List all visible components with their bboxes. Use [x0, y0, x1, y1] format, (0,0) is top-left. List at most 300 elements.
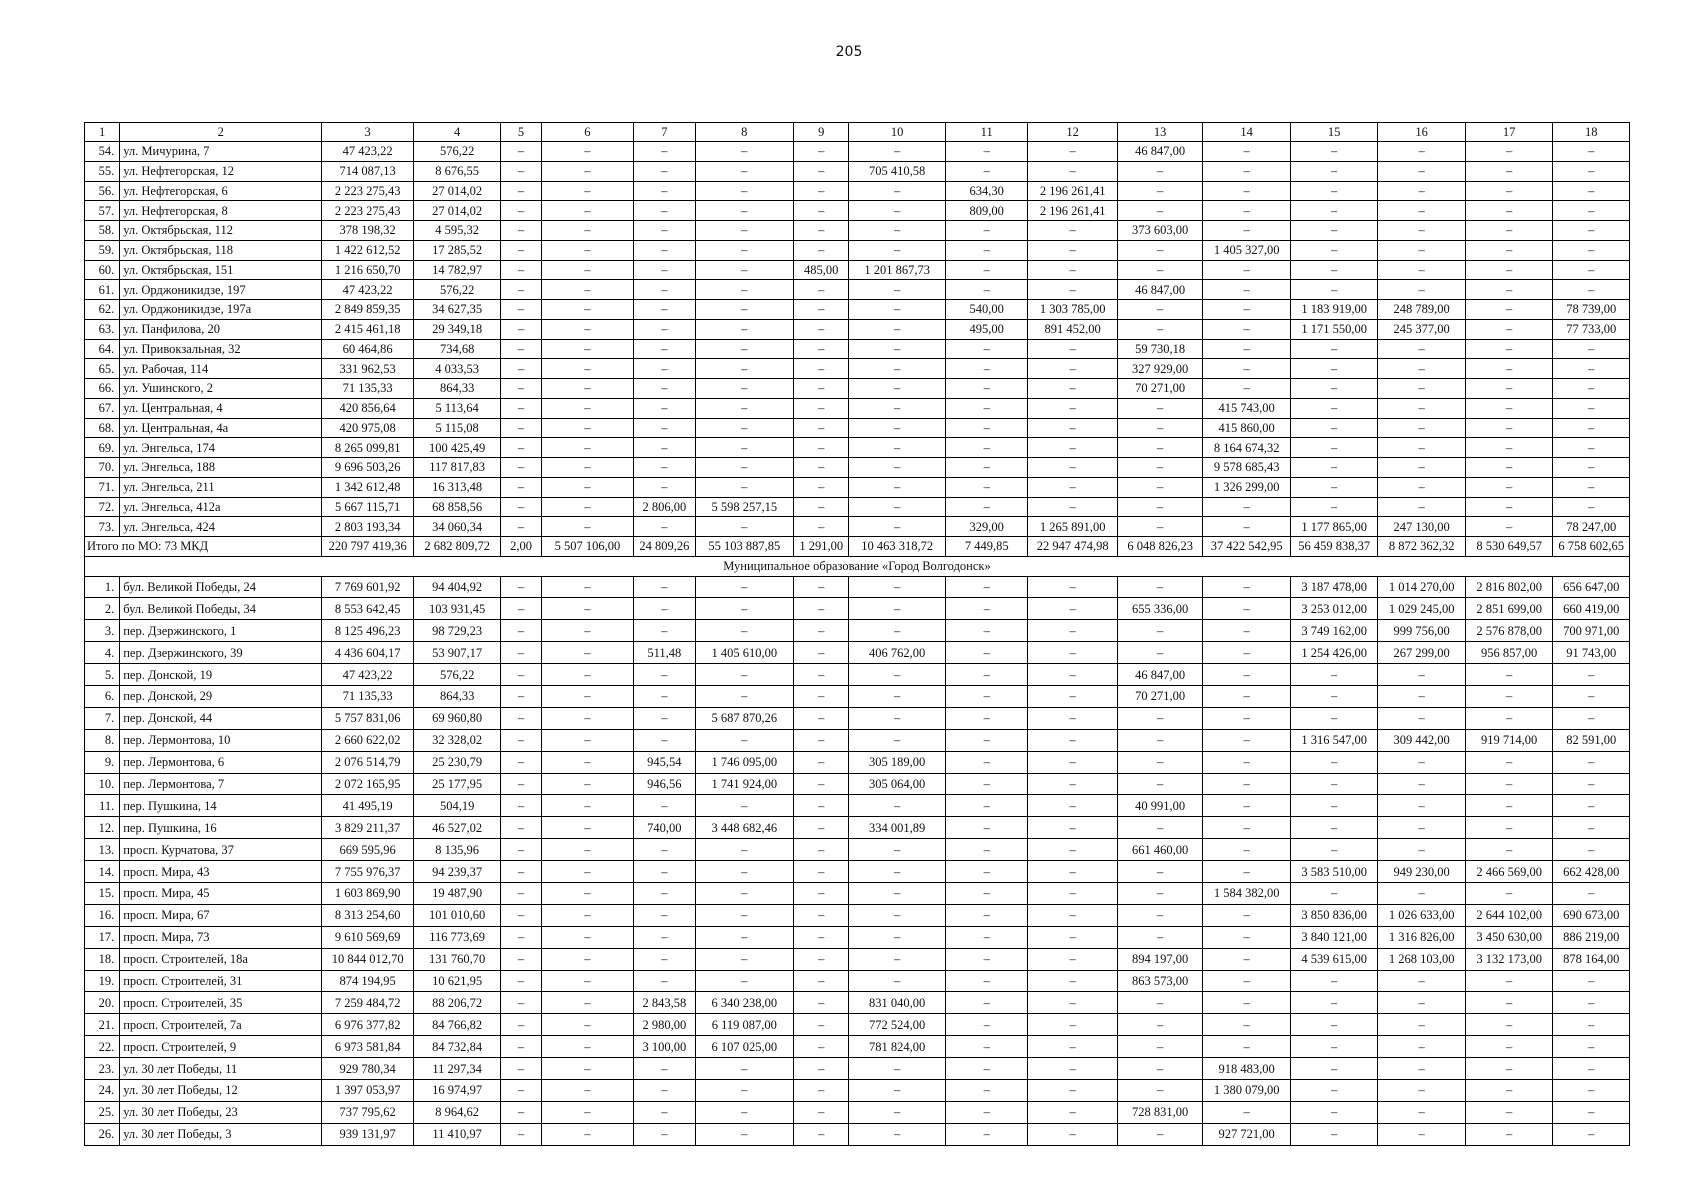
table-cell: 11 410,97: [413, 1123, 501, 1145]
table-cell: –: [501, 576, 541, 598]
table-cell: 809,00: [945, 201, 1027, 221]
row-number: 56.: [85, 181, 120, 201]
table-cell: –: [1290, 477, 1378, 497]
table-cell: 46 527,02: [413, 817, 501, 839]
table-cell: –: [1378, 1014, 1466, 1036]
table-cell: –: [695, 221, 794, 241]
table-cell: –: [849, 970, 946, 992]
table-cell: –: [1028, 729, 1118, 751]
table-cell: 8 265 099,81: [322, 438, 414, 458]
table-cell: 661 460,00: [1117, 839, 1202, 861]
table-cell: –: [541, 970, 634, 992]
table-cell: 8 135,96: [413, 839, 501, 861]
table-cell: –: [1290, 379, 1378, 399]
table-cell: –: [1290, 839, 1378, 861]
row-number: 5.: [85, 664, 120, 686]
table-cell: –: [945, 576, 1027, 598]
table-cell: –: [541, 260, 634, 280]
table-cell: –: [541, 398, 634, 418]
table-cell: –: [794, 620, 849, 642]
table-cell: –: [541, 379, 634, 399]
column-number: 10: [849, 123, 946, 142]
table-cell: –: [501, 970, 541, 992]
total-value: 6 048 826,23: [1117, 537, 1202, 557]
table-cell: –: [1028, 1123, 1118, 1145]
table-cell: 47 423,22: [322, 142, 414, 162]
table-cell: 94 239,37: [413, 861, 501, 883]
table-cell: 103 931,45: [413, 598, 501, 620]
address-cell: ул. 30 лет Победы, 3: [120, 1123, 322, 1145]
table-cell: –: [794, 161, 849, 181]
table-cell: –: [794, 339, 849, 359]
table-cell: –: [794, 221, 849, 241]
table-cell: –: [1290, 260, 1378, 280]
table-cell: –: [501, 642, 541, 664]
table-cell: –: [1553, 1058, 1630, 1080]
table-cell: –: [1290, 751, 1378, 773]
table-cell: –: [1117, 751, 1202, 773]
table-cell: 16 313,48: [413, 477, 501, 497]
table-cell: –: [695, 438, 794, 458]
table-cell: –: [501, 685, 541, 707]
table-cell: –: [634, 1101, 695, 1123]
table-cell: –: [1203, 300, 1291, 320]
address-cell: ул. Центральная, 4: [120, 398, 322, 418]
table-cell: –: [794, 300, 849, 320]
table-cell: –: [1203, 685, 1291, 707]
table-cell: –: [695, 339, 794, 359]
table-cell: –: [1117, 882, 1202, 904]
table-cell: –: [794, 181, 849, 201]
table-cell: –: [501, 839, 541, 861]
table-cell: –: [541, 280, 634, 300]
table-cell: –: [849, 1079, 946, 1101]
table-cell: –: [1028, 620, 1118, 642]
table-cell: –: [1117, 1014, 1202, 1036]
table-cell: –: [1117, 817, 1202, 839]
table-cell: –: [541, 729, 634, 751]
table-cell: –: [1203, 181, 1291, 201]
table-cell: –: [794, 751, 849, 773]
address-cell: ул. Панфилова, 20: [120, 319, 322, 339]
address-cell: пер. Донской, 19: [120, 664, 322, 686]
table-cell: –: [1465, 280, 1553, 300]
table-cell: 886 219,00: [1553, 926, 1630, 948]
table-cell: –: [695, 359, 794, 379]
table-cell: –: [849, 948, 946, 970]
table-cell: –: [1290, 458, 1378, 478]
table-cell: 46 847,00: [1117, 664, 1202, 686]
table-cell: 245 377,00: [1378, 319, 1466, 339]
table-cell: –: [794, 1123, 849, 1145]
table-cell: –: [1117, 319, 1202, 339]
table-cell: –: [945, 882, 1027, 904]
column-number: 1: [85, 123, 120, 142]
table-cell: 864,33: [413, 685, 501, 707]
table-cell: –: [849, 477, 946, 497]
address-cell: пер. Лермонтова, 6: [120, 751, 322, 773]
address-cell: просп. Строителей, 18а: [120, 948, 322, 970]
table-cell: –: [541, 1014, 634, 1036]
table-cell: –: [634, 1123, 695, 1145]
table-cell: –: [1553, 497, 1630, 517]
table-cell: –: [1028, 497, 1118, 517]
table-cell: 100 425,49: [413, 438, 501, 458]
table-cell: –: [695, 300, 794, 320]
total-value: 22 947 474,98: [1028, 537, 1118, 557]
table-cell: –: [695, 280, 794, 300]
table-cell: 3 829 211,37: [322, 817, 414, 839]
table-cell: 918 483,00: [1203, 1058, 1291, 1080]
table-cell: –: [945, 598, 1027, 620]
table-cell: –: [1553, 1036, 1630, 1058]
table-cell: –: [794, 359, 849, 379]
table-cell: –: [634, 201, 695, 221]
table-cell: –: [501, 260, 541, 280]
address-cell: просп. Строителей, 35: [120, 992, 322, 1014]
table-cell: –: [695, 795, 794, 817]
column-number: 9: [794, 123, 849, 142]
table-cell: 4 436 604,17: [322, 642, 414, 664]
table-cell: 34 627,35: [413, 300, 501, 320]
table-cell: –: [634, 1058, 695, 1080]
table-cell: 2 660 622,02: [322, 729, 414, 751]
table-cell: –: [1028, 221, 1118, 241]
table-cell: –: [541, 161, 634, 181]
table-cell: –: [1378, 970, 1466, 992]
table-cell: –: [1378, 418, 1466, 438]
table-cell: –: [1465, 773, 1553, 795]
table-cell: –: [1290, 1014, 1378, 1036]
row-number: 62.: [85, 300, 120, 320]
row-number: 23.: [85, 1058, 120, 1080]
table-cell: –: [945, 1101, 1027, 1123]
row-number: 24.: [85, 1079, 120, 1101]
table-cell: 1 326 299,00: [1203, 477, 1291, 497]
table-cell: –: [541, 339, 634, 359]
table-cell: –: [541, 181, 634, 201]
table-cell: –: [794, 795, 849, 817]
table-row: [85, 1123, 1630, 1145]
total-row: [85, 537, 1630, 557]
table-cell: 2 851 699,00: [1465, 598, 1553, 620]
table-cell: –: [1378, 161, 1466, 181]
address-cell: ул. Нефтегорская, 8: [120, 201, 322, 221]
table-cell: 6 976 377,82: [322, 1014, 414, 1036]
table-cell: 19 487,90: [413, 882, 501, 904]
table-cell: 2 072 165,95: [322, 773, 414, 795]
table-cell: 2 466 569,00: [1465, 861, 1553, 883]
table-cell: –: [945, 839, 1027, 861]
table-cell: –: [794, 280, 849, 300]
table-cell: 1 316 547,00: [1290, 729, 1378, 751]
address-cell: ул. Ушинского, 2: [120, 379, 322, 399]
table-cell: –: [1553, 882, 1630, 904]
table-cell: –: [945, 904, 1027, 926]
table-cell: –: [1553, 477, 1630, 497]
table-cell: –: [1465, 1079, 1553, 1101]
table-cell: –: [1465, 1101, 1553, 1123]
row-number: 66.: [85, 379, 120, 399]
table-cell: –: [1378, 751, 1466, 773]
column-number: 3: [322, 123, 414, 142]
column-number: 5: [501, 123, 541, 142]
table-cell: –: [634, 142, 695, 162]
table-cell: 831 040,00: [849, 992, 946, 1014]
table-cell: –: [501, 861, 541, 883]
table-cell: –: [1028, 707, 1118, 729]
table-cell: –: [794, 861, 849, 883]
table-row: [85, 438, 1630, 458]
address-cell: ул. Орджоникидзе, 197: [120, 280, 322, 300]
table-cell: –: [849, 300, 946, 320]
address-cell: пер. Донской, 29: [120, 685, 322, 707]
table-cell: 700 971,00: [1553, 620, 1630, 642]
address-cell: пер. Дзержинского, 39: [120, 642, 322, 664]
table-cell: 46 847,00: [1117, 280, 1202, 300]
table-cell: 1 303 785,00: [1028, 300, 1118, 320]
table-cell: 10 844 012,70: [322, 948, 414, 970]
column-number: 17: [1465, 123, 1553, 142]
table-cell: –: [1203, 161, 1291, 181]
table-cell: –: [1465, 477, 1553, 497]
address-cell: ул. Мичурина, 7: [120, 142, 322, 162]
column-number: 13: [1117, 123, 1202, 142]
table-cell: –: [1378, 458, 1466, 478]
column-number: 2: [120, 123, 322, 142]
table-cell: 504,19: [413, 795, 501, 817]
table-cell: –: [1028, 477, 1118, 497]
table-cell: –: [1028, 438, 1118, 458]
table-cell: –: [541, 359, 634, 379]
table-cell: –: [794, 992, 849, 1014]
table-cell: –: [541, 1079, 634, 1101]
table-row: [85, 1036, 1630, 1058]
table-cell: –: [1203, 1014, 1291, 1036]
table-cell: 772 524,00: [849, 1014, 946, 1036]
table-cell: –: [1290, 882, 1378, 904]
table-cell: –: [541, 948, 634, 970]
table-cell: –: [1465, 142, 1553, 162]
table-cell: –: [1028, 948, 1118, 970]
table-cell: –: [1378, 817, 1466, 839]
table-cell: 999 756,00: [1378, 620, 1466, 642]
table-cell: –: [1290, 142, 1378, 162]
table-cell: –: [1290, 359, 1378, 379]
table-cell: –: [1203, 948, 1291, 970]
table-cell: –: [1465, 201, 1553, 221]
total-value: 55 103 887,85: [695, 537, 794, 557]
table-cell: –: [1028, 751, 1118, 773]
table-cell: –: [634, 970, 695, 992]
table-cell: –: [1028, 1014, 1118, 1036]
table-cell: 70 271,00: [1117, 379, 1202, 399]
table-cell: –: [1028, 142, 1118, 162]
row-number: 3.: [85, 620, 120, 642]
address-cell: бул. Великой Победы, 34: [120, 598, 322, 620]
table-cell: –: [1553, 795, 1630, 817]
row-number: 22.: [85, 1036, 120, 1058]
table-cell: –: [945, 1079, 1027, 1101]
table-cell: –: [695, 904, 794, 926]
table-cell: –: [1553, 201, 1630, 221]
table-cell: –: [1028, 685, 1118, 707]
table-cell: 32 328,02: [413, 729, 501, 751]
table-cell: –: [695, 181, 794, 201]
table-cell: –: [634, 517, 695, 537]
table-row: [85, 260, 1630, 280]
table-cell: 53 907,17: [413, 642, 501, 664]
table-cell: –: [1203, 795, 1291, 817]
table-cell: –: [1028, 795, 1118, 817]
total-value: 8 872 362,32: [1378, 537, 1466, 557]
table-cell: –: [849, 598, 946, 620]
table-cell: –: [849, 795, 946, 817]
table-cell: 60 464,86: [322, 339, 414, 359]
table-cell: –: [1028, 861, 1118, 883]
table-cell: 1 603 869,90: [322, 882, 414, 904]
table-cell: –: [1378, 773, 1466, 795]
table-cell: 82 591,00: [1553, 729, 1630, 751]
table-cell: –: [1465, 1123, 1553, 1145]
table-cell: –: [541, 142, 634, 162]
table-cell: 46 847,00: [1117, 142, 1202, 162]
row-number: 71.: [85, 477, 120, 497]
table-cell: –: [695, 379, 794, 399]
table-cell: –: [794, 517, 849, 537]
table-cell: –: [1290, 221, 1378, 241]
table-cell: –: [945, 620, 1027, 642]
table-cell: –: [501, 598, 541, 620]
table-cell: –: [794, 477, 849, 497]
table-cell: –: [849, 861, 946, 883]
row-number: 13.: [85, 839, 120, 861]
total-value: 220 797 419,36: [322, 537, 414, 557]
table-cell: 415 860,00: [1203, 418, 1291, 438]
row-number: 55.: [85, 161, 120, 181]
table-cell: –: [541, 576, 634, 598]
table-cell: 2 576 878,00: [1465, 620, 1553, 642]
row-number: 21.: [85, 1014, 120, 1036]
table-cell: 874 194,95: [322, 970, 414, 992]
column-number: 7: [634, 123, 695, 142]
total-value: 10 463 318,72: [849, 537, 946, 557]
table-cell: –: [1465, 707, 1553, 729]
table-cell: 7 755 976,37: [322, 861, 414, 883]
table-cell: –: [634, 477, 695, 497]
table-cell: 949 230,00: [1378, 861, 1466, 883]
table-cell: 1 216 650,70: [322, 260, 414, 280]
table-cell: –: [501, 817, 541, 839]
table-cell: –: [1465, 339, 1553, 359]
table-cell: –: [541, 773, 634, 795]
column-number: 4: [413, 123, 501, 142]
table-cell: 8 313 254,60: [322, 904, 414, 926]
table-cell: 68 858,56: [413, 497, 501, 517]
table-cell: –: [1117, 729, 1202, 751]
table-cell: –: [1203, 260, 1291, 280]
table-cell: 2 196 261,41: [1028, 181, 1118, 201]
table-cell: –: [1465, 319, 1553, 339]
address-cell: просп. Мира, 73: [120, 926, 322, 948]
table-row: [85, 729, 1630, 751]
table-cell: –: [1117, 576, 1202, 598]
table-cell: 70 271,00: [1117, 685, 1202, 707]
table-cell: –: [1553, 260, 1630, 280]
capital-repair-table: [84, 122, 1630, 1146]
table-cell: –: [945, 729, 1027, 751]
table-cell: –: [634, 181, 695, 201]
table-cell: –: [501, 948, 541, 970]
table-cell: –: [501, 751, 541, 773]
table-cell: –: [794, 904, 849, 926]
table-cell: 1 746 095,00: [695, 751, 794, 773]
table-cell: –: [501, 729, 541, 751]
row-number: 69.: [85, 438, 120, 458]
table-cell: –: [1290, 773, 1378, 795]
table-cell: –: [1117, 458, 1202, 478]
table-cell: 740,00: [634, 817, 695, 839]
table-cell: 894 197,00: [1117, 948, 1202, 970]
table-cell: 2 816 802,00: [1465, 576, 1553, 598]
table-cell: –: [1465, 240, 1553, 260]
table-cell: –: [1203, 642, 1291, 664]
table-cell: –: [794, 642, 849, 664]
table-cell: –: [695, 477, 794, 497]
table-cell: 40 991,00: [1117, 795, 1202, 817]
table-cell: –: [849, 1123, 946, 1145]
table-cell: 2 415 461,18: [322, 319, 414, 339]
table-cell: –: [1378, 795, 1466, 817]
row-number: 65.: [85, 359, 120, 379]
row-number: 58.: [85, 221, 120, 241]
table-cell: –: [1553, 161, 1630, 181]
address-cell: просп. Курчатова, 37: [120, 839, 322, 861]
table-cell: –: [1028, 359, 1118, 379]
table-cell: –: [794, 598, 849, 620]
table-cell: –: [541, 458, 634, 478]
address-cell: ул. 30 лет Победы, 23: [120, 1101, 322, 1123]
table-cell: –: [945, 260, 1027, 280]
table-cell: 1 342 612,48: [322, 477, 414, 497]
table-cell: –: [1028, 379, 1118, 399]
table-cell: –: [1553, 1079, 1630, 1101]
table-cell: –: [1553, 458, 1630, 478]
table-cell: –: [1117, 201, 1202, 221]
table-cell: –: [1203, 904, 1291, 926]
table-cell: 59 730,18: [1117, 339, 1202, 359]
table-cell: 331 962,53: [322, 359, 414, 379]
table-row: [85, 598, 1630, 620]
table-cell: –: [1465, 438, 1553, 458]
table-cell: –: [1378, 882, 1466, 904]
table-row: [85, 418, 1630, 438]
table-row: [85, 642, 1630, 664]
table-cell: –: [1378, 142, 1466, 162]
table-cell: –: [634, 664, 695, 686]
table-cell: –: [501, 664, 541, 686]
table-row: [85, 477, 1630, 497]
table-cell: 305 064,00: [849, 773, 946, 795]
table-cell: –: [945, 379, 1027, 399]
table-cell: –: [634, 260, 695, 280]
row-number: 25.: [85, 1101, 120, 1123]
table-cell: 71 135,33: [322, 379, 414, 399]
table-cell: –: [501, 497, 541, 517]
row-number: 14.: [85, 861, 120, 883]
table-cell: –: [541, 1101, 634, 1123]
table-cell: –: [1553, 817, 1630, 839]
